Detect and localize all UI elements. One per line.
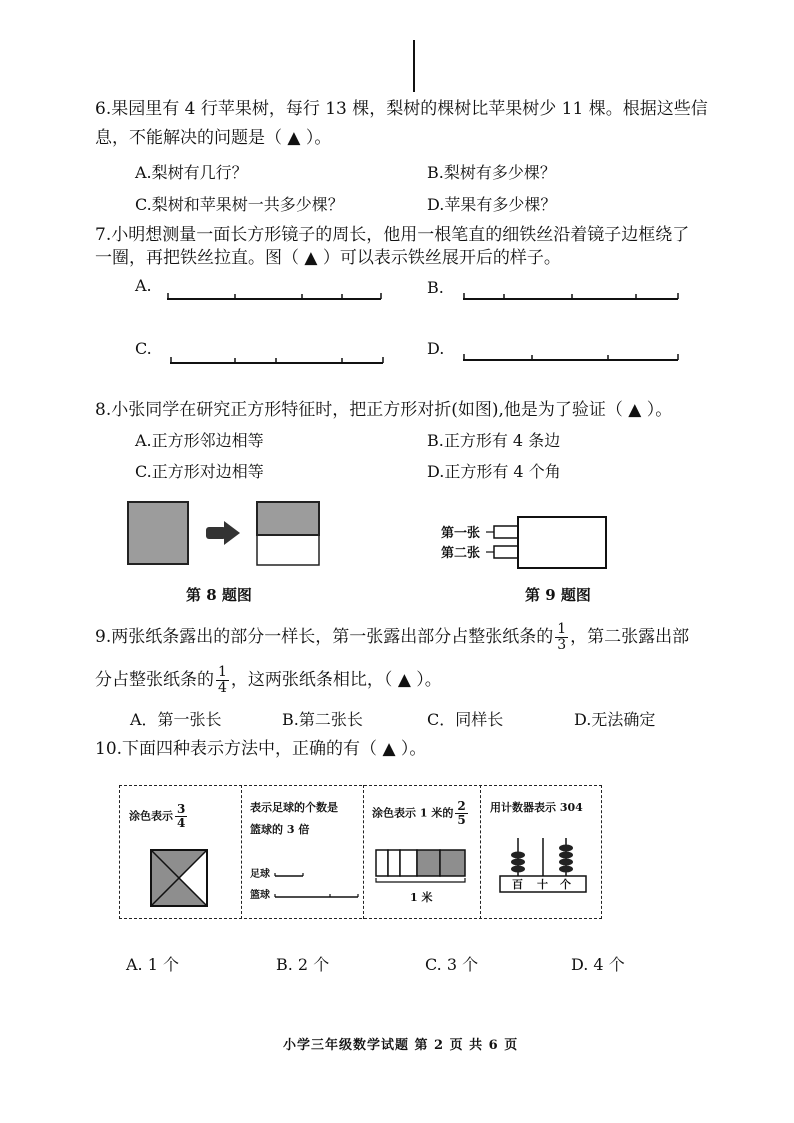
q10-option-c[interactable]: C. 3 个 — [425, 955, 479, 974]
q8-folded-bottom — [257, 535, 319, 565]
q8-figure — [120, 495, 345, 575]
q9-strip-second — [494, 546, 518, 558]
q8-option-c[interactable]: C.正方形对边相等 — [135, 462, 264, 481]
q10-box1-label — [129, 803, 189, 830]
q10-box3-bar — [374, 848, 470, 884]
q7-option-a-label[interactable]: A. — [135, 276, 152, 295]
q9-option-a[interactable]: A．第一张长 — [130, 710, 222, 729]
q10-box4-place-ones: 个 — [560, 878, 571, 891]
q7-option-b-label[interactable]: B. — [427, 278, 444, 297]
q9-label-first: 第一张 — [441, 526, 481, 541]
q10-box2-football-label: 足球 — [250, 869, 270, 880]
q8-option-b[interactable]: B.正方形有 4 条边 — [427, 431, 561, 450]
q10-box2-line2: 篮球的 3 倍 — [250, 823, 310, 836]
q9-strip-first — [494, 526, 518, 538]
q9-option-d[interactable]: D.无法确定 — [574, 710, 656, 729]
q10-box2-line1: 表示足球的个数是 — [250, 801, 338, 814]
q9-line2 — [95, 665, 442, 696]
q10-box2-basketball-label: 篮球 — [250, 890, 270, 901]
q10-box3-unit: 1 米 — [410, 891, 433, 904]
q10-box2-bars — [272, 868, 362, 903]
q7-option-a-wire — [165, 288, 385, 302]
q9-option-c[interactable]: C．同样长 — [427, 710, 504, 729]
q7-option-c-label[interactable]: C. — [135, 339, 152, 358]
q10-box1-square — [149, 848, 211, 910]
q8-option-a[interactable]: A.正方形邻边相等 — [135, 431, 264, 450]
q8-folded-top — [257, 502, 319, 535]
q8-arrow-body — [206, 527, 226, 539]
q7-option-d-label[interactable]: D. — [427, 339, 445, 358]
q10-box4-label: 用计数器表示 304 — [490, 801, 583, 814]
q7-option-c-wire — [167, 352, 387, 366]
q6-line2: 息，不能解决的问题是（ ▲ ）。 — [95, 128, 332, 148]
q10-option-d[interactable]: D. 4 个 — [571, 955, 625, 974]
q10-divider-1 — [241, 785, 242, 919]
q10-box4-place-hundreds: 百 — [512, 878, 523, 891]
q9-line1-after: ，第二张露出部 — [570, 627, 690, 647]
q10-box1-num: 3 — [177, 802, 186, 816]
q6-option-a[interactable]: A.梨树有几行？ — [135, 163, 248, 182]
q9-frac2-den: 4 — [218, 680, 227, 696]
q9-figure-caption: 第 9 题图 — [525, 586, 591, 604]
q9-line1-before: 9.两张纸条露出的部分一样长，第一张露出部分占整张纸条的 — [95, 627, 554, 647]
q7-line2: 一圈，再把铁丝拉直。图（ ▲ ）可以表示铁丝展开后的样子。 — [95, 248, 561, 268]
q10-divider-2 — [363, 785, 364, 919]
q10-box1-fraction — [175, 803, 187, 830]
q9-line1 — [95, 622, 689, 653]
q9-label-second: 第二张 — [441, 546, 481, 561]
q8-full-square — [128, 502, 188, 564]
q9-strips-drawing — [484, 512, 614, 572]
q10-box1-label-text: 涂色表示 — [129, 809, 173, 823]
q6-option-c[interactable]: C.梨树和苹果树一共多少棵？ — [135, 195, 344, 214]
q9-option-b[interactable]: B.第二张长 — [282, 710, 363, 729]
q8-option-d[interactable]: D.正方形有 4 个角 — [427, 462, 561, 481]
q10-divider-3 — [480, 785, 481, 919]
q9-frac1-den: 3 — [557, 637, 567, 653]
q10-option-a[interactable]: A. 1 个 — [126, 955, 179, 974]
q10-box3-label — [372, 800, 470, 827]
q10-option-b[interactable]: B. 2 个 — [276, 955, 330, 974]
q8-line1: 8.小张同学在研究正方形特征时，把正方形对折(如图),他是为了验证（ ▲ ）。 — [95, 400, 673, 420]
q8-figure-caption: 第 8 题图 — [186, 586, 252, 604]
q9-frac2-num: 1 — [218, 664, 227, 680]
q7-line1: 7.小明想测量一面长方形镜子的周长，他用一根笔直的细铁丝沿着镜子边框绕了 — [95, 225, 690, 245]
q6-line1: 6.果园里有 4 行苹果树，每行 13 棵，梨树的棵树比苹果树少 11 棵。根据这些信 — [95, 99, 708, 119]
binding-line — [413, 40, 415, 92]
q9-line2-after: ，这两张纸条相比，（ ▲ ）。 — [230, 670, 442, 690]
q10-box3-label-text: 涂色表示 1 米的 — [372, 806, 454, 820]
q7-option-d-wire — [460, 349, 682, 363]
q9-frac1-num: 1 — [557, 621, 567, 637]
q6-option-b[interactable]: B.梨树有多少棵？ — [427, 163, 556, 182]
page-footer: 小学三年级数学试题 第 2 页 共 6 页 — [283, 1038, 519, 1053]
q10-box3-den: 5 — [457, 813, 466, 827]
q10-box1-den: 4 — [177, 816, 186, 830]
q10-box3-fraction — [455, 800, 467, 827]
q10-box3-num: 2 — [457, 799, 466, 813]
q10-line1: 10.下面四种表示方法中，正确的有（ ▲ ）。 — [95, 739, 427, 759]
q6-option-d[interactable]: D.苹果有多少棵？ — [427, 195, 557, 214]
q9-fraction-2 — [216, 665, 229, 696]
q8-arrow-head — [224, 521, 240, 545]
q9-cover-box — [518, 517, 606, 568]
q9-fraction-1 — [555, 622, 568, 653]
q10-box4-place-tens: 十 — [537, 878, 548, 891]
q7-option-b-wire — [460, 288, 682, 302]
q9-line2-before: 分占整张纸条的 — [95, 670, 214, 690]
